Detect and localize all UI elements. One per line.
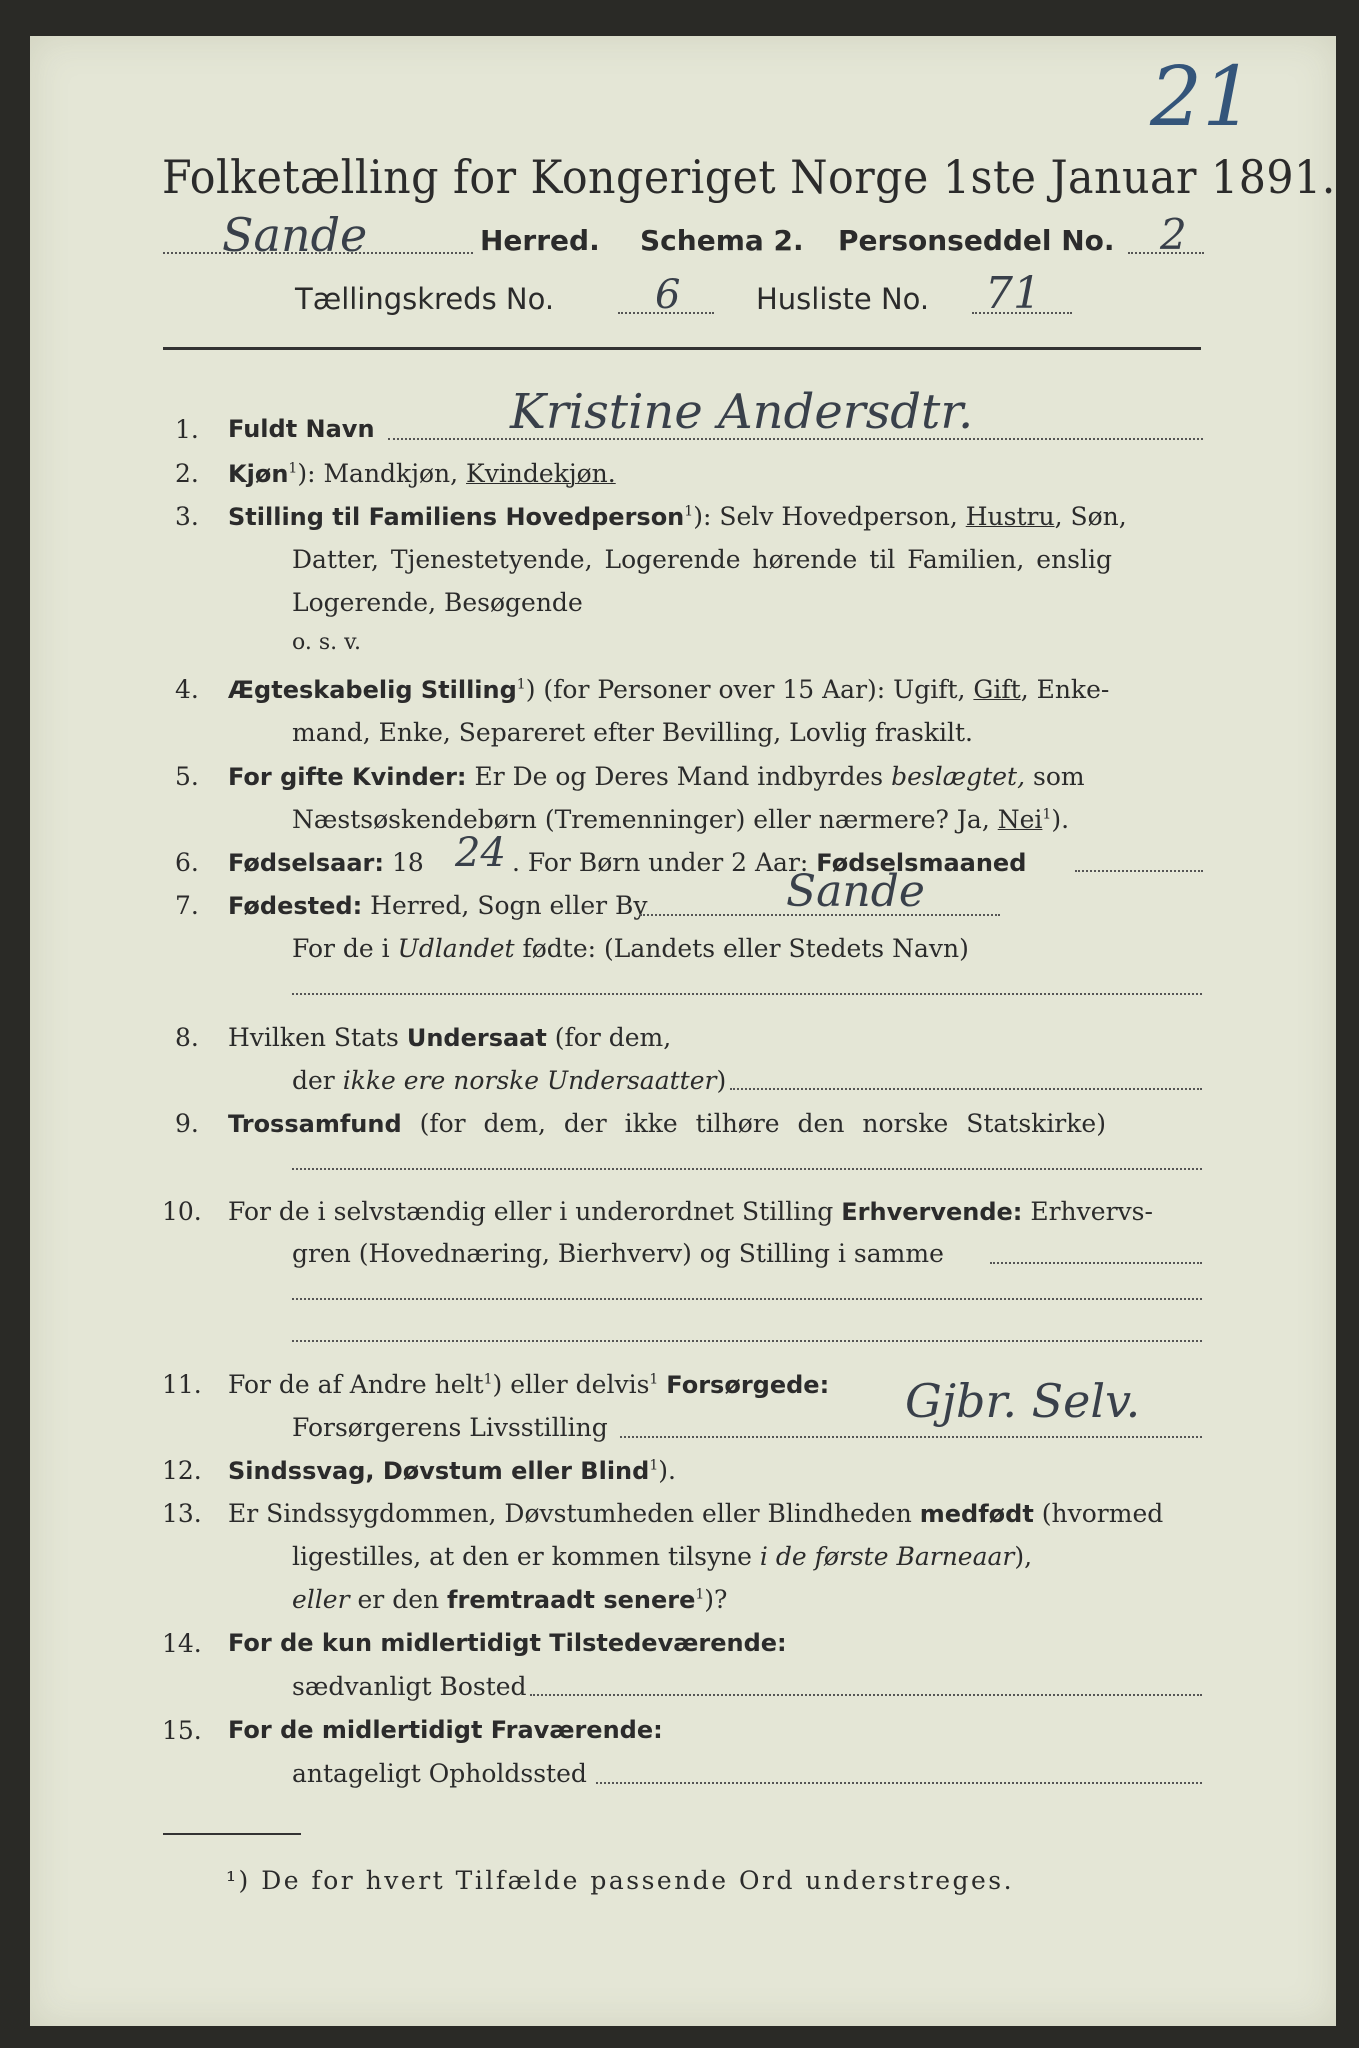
q11-line2: Forsørgerens Livsstilling bbox=[292, 1413, 608, 1442]
q12-number: 12. bbox=[162, 1456, 202, 1485]
q5-label: For gifte Kvinder: bbox=[228, 763, 467, 791]
corner-mark: 21 bbox=[1150, 50, 1255, 145]
q11-value: Gjbr. Selv. bbox=[905, 1374, 1141, 1428]
q3-label: Stilling til Familiens Hovedperson bbox=[228, 503, 685, 531]
q3-line3: Logerende, Besøgende bbox=[292, 588, 583, 617]
q7-label: Fødested: bbox=[228, 892, 363, 920]
q13-line3: eller er den fremtraadt senere$^1$)? bbox=[292, 1585, 728, 1614]
q4-number: 4. bbox=[175, 675, 199, 704]
q9-number: 9. bbox=[175, 1109, 199, 1138]
q10-line2: gren (Hovednæring, Bierhverv) og Stilling i samme bbox=[292, 1239, 944, 1268]
q5-option-selected: Nei bbox=[997, 805, 1043, 834]
q10-label: Erhvervende: bbox=[841, 1198, 1023, 1226]
q3-number: 3. bbox=[175, 502, 199, 531]
q1-number: 1. bbox=[175, 415, 199, 444]
q14-label: For de kun midlertidigt Tilstedeværende: bbox=[228, 1629, 787, 1657]
q9-label: Trossamfund bbox=[228, 1110, 402, 1138]
q3-line4: o. s. v. bbox=[292, 630, 361, 655]
husliste-value: 71 bbox=[985, 268, 1041, 319]
q2-label: Kjøn bbox=[228, 460, 289, 488]
q3-line1: Stilling til Familiens Hovedperson$^1$): Selv Hovedperson, Hustru, Søn, bbox=[228, 502, 1127, 531]
personseddel-label: Personseddel No. bbox=[838, 224, 1115, 257]
q7-value: Sande bbox=[786, 866, 925, 917]
q4-option-selected: Gift bbox=[973, 675, 1021, 704]
q2-line: Kjøn$^1$): Mandkjøn, Kvindekjøn. bbox=[228, 459, 616, 488]
q4-label: Ægteskabelig Stilling bbox=[228, 676, 517, 704]
q10-number: 10. bbox=[162, 1197, 202, 1226]
q8-label: Undersaat bbox=[406, 1024, 547, 1052]
q2-number: 2. bbox=[175, 459, 199, 488]
q8-line2: der ikke ere norske Undersaatter) bbox=[292, 1066, 727, 1095]
q11-label: Forsørgede: bbox=[666, 1371, 830, 1399]
q13-number: 13. bbox=[162, 1499, 202, 1528]
q4-line2: mand, Enke, Separeret efter Bevilling, Lovlig fraskilt. bbox=[292, 718, 973, 747]
q12-label: Sindssvag, Døvstum eller Blind bbox=[228, 1457, 650, 1485]
q1-value: Kristine Andersdtr. bbox=[510, 384, 974, 440]
q3-line2: Datter, Tjenestetyende, Logerende hørende til Familien, enslig bbox=[292, 545, 1113, 574]
census-form-sheet bbox=[30, 36, 1336, 2026]
q7-line2: For de i Udlandet fødte: (Landets eller Stedets Navn) bbox=[292, 934, 969, 963]
q9-line: Trossamfund (for dem, der ikke tilhøre den norske Statskirke) bbox=[228, 1109, 1106, 1138]
q13-label2: fremtraadt senere bbox=[447, 1586, 696, 1614]
taellingskreds-value: 6 bbox=[655, 272, 681, 318]
taellingskreds-label: Tællingskreds No. bbox=[295, 282, 555, 316]
q15-label: For de midlertidigt Fraværende: bbox=[228, 1716, 663, 1744]
q6-label: Fødselsaar: bbox=[228, 849, 384, 877]
personseddel-value: 2 bbox=[1160, 210, 1187, 259]
q1-label: Fuldt Navn bbox=[228, 415, 375, 443]
form-title: Folketælling for Kongeriget Norge 1ste Januar 1891. bbox=[162, 150, 1336, 204]
q6-line: Fødselsaar: 18 bbox=[228, 848, 424, 877]
header-rule bbox=[163, 347, 1201, 350]
q13-line1: Er Sindssygdommen, Døvstumheden eller Blindheden medfødt (hvormed bbox=[228, 1499, 1164, 1528]
q15-number: 15. bbox=[162, 1716, 202, 1745]
q14-line2: sædvanligt Bosted bbox=[292, 1672, 527, 1701]
herred-value: Sande bbox=[222, 208, 368, 262]
q7-number: 7. bbox=[175, 891, 199, 920]
q6-label2: Fødselsmaaned bbox=[816, 849, 1027, 877]
q6-number: 6. bbox=[175, 848, 199, 877]
q6-line-b: . For Børn under 2 Aar: Fødselsmaaned bbox=[512, 848, 1027, 877]
herred-label: Herred. bbox=[480, 224, 600, 257]
q11-line1: For de af Andre helt$^1$) eller delvis$^1$ Forsørgede: bbox=[228, 1370, 830, 1399]
q8-line1: Hvilken Stats Undersaat (for dem, bbox=[228, 1023, 672, 1052]
q3-option-selected: Hustru bbox=[965, 502, 1055, 531]
q8-number: 8. bbox=[175, 1023, 199, 1052]
footnote: ¹) De for hvert Tilfælde passende Ord understreges. bbox=[226, 1866, 1015, 1895]
q5-number: 5. bbox=[175, 762, 199, 791]
q2-option-selected: Kvindekjøn. bbox=[466, 459, 616, 488]
q14-number: 14. bbox=[162, 1629, 202, 1658]
schema-label: Schema 2. bbox=[640, 224, 804, 257]
q13-label: medfødt bbox=[919, 1500, 1034, 1528]
q5-line2: Næstsøskendebørn (Tremenninger) eller nærmere? Ja, Nei$^1$). bbox=[292, 805, 1070, 834]
q12-line: Sindssvag, Døvstum eller Blind$^1$). bbox=[228, 1456, 676, 1485]
q15-line2: antageligt Opholdssted bbox=[292, 1759, 587, 1788]
footnote-rule bbox=[163, 1833, 301, 1835]
q7-line1: Fødested: Herred, Sogn eller By bbox=[228, 891, 648, 920]
q11-number: 11. bbox=[162, 1370, 202, 1399]
q13-line2: ligestilles, at den er kommen tilsyne i de første Barneaar), bbox=[292, 1542, 1033, 1571]
husliste-label: Husliste No. bbox=[756, 282, 930, 316]
q2-text: ): Mandkjøn, bbox=[297, 459, 459, 488]
q4-line1: Ægteskabelig Stilling$^1$) (for Personer over 15 Aar): Ugift, Gift, Enke- bbox=[228, 675, 1110, 704]
q6-value: 24 bbox=[455, 830, 506, 876]
q10-line1: For de i selvstændig eller i underordnet Stilling Erhvervende: Erhvervs- bbox=[228, 1197, 1153, 1226]
q5-line1: For gifte Kvinder: Er De og Deres Mand indbyrdes beslægtet, som bbox=[228, 762, 1085, 791]
